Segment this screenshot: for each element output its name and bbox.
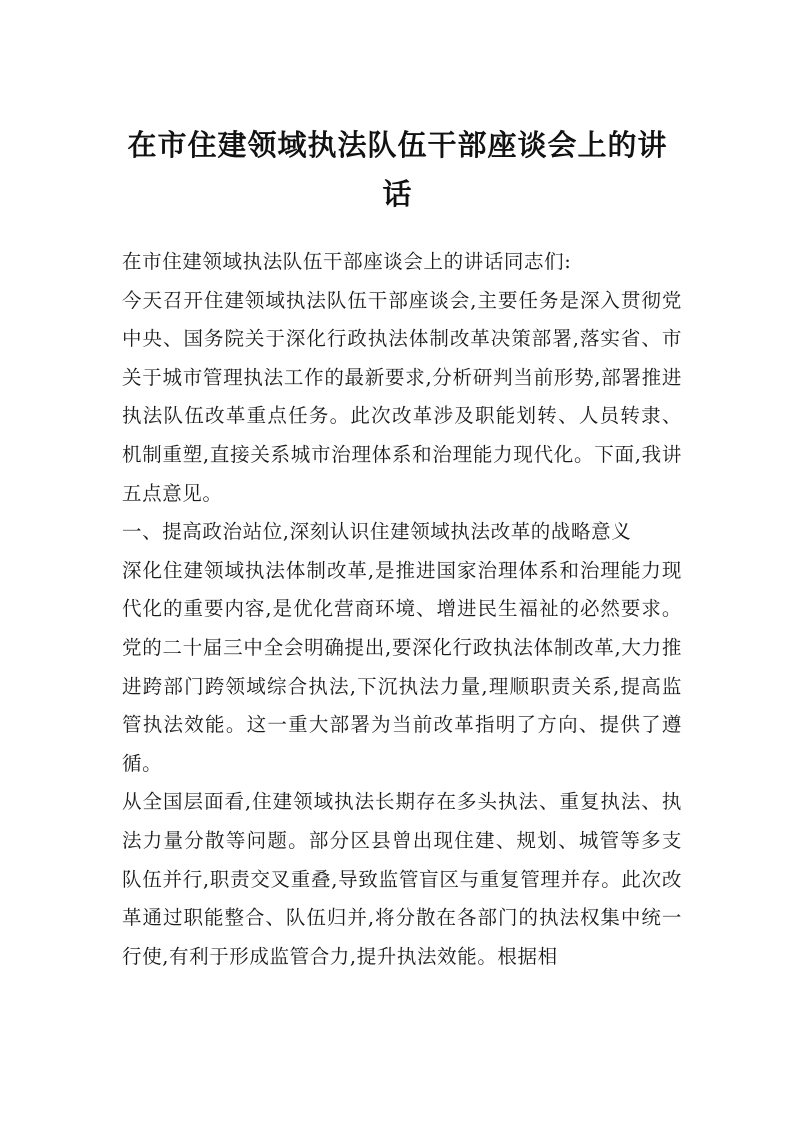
paragraph-greeting: 在市住建领域执法队伍干部座谈会上的讲话同志们: — [122, 250, 572, 273]
document-title-line-2: 话 — [382, 177, 413, 211]
section-heading-1: 一、提高政治站位,深刻认识住建领域执法改革的战略意义 — [122, 520, 632, 544]
document-body — [122, 243, 682, 976]
paragraph-body-2: 从全国层面看,住建领域执法长期存在多头执法、重复执法、执法力量分散等问题。部分区县曾出现住建、规划、城管等多支队伍并行,职责交叉重叠,导致监管盲区与重复管理并存。此次改革通过职能整合、队伍归并,将分散在各部门的执法权集中统一行使,有利于形成监管合力,提升执法效能。根据相 — [122, 790, 682, 968]
paragraph-body-1: 深化住建领域执法体制改革,是推进国家治理体系和治理能力现代化的重要内容,是优化营商环境、增进民生福祉的必然要求。党的二十届三中全会明确提出,要深化行政执法体制改革,大力推进跨部门跨领域综合执法,下沉执法力量,理顺职责关系,提高监管执法效能。这一重大部署为当前改革指明了方向、提供了遵循。 — [122, 558, 682, 775]
paragraph-intro: 今天召开住建领域执法队伍干部座谈会,主要任务是深入贯彻党中央、国务院关于深化行政执法体制改革决策部署,落实省、市关于城市管理执法工作的最新要求,分析研判当前形势,部署推进执法队伍改革重点任务。此次改革涉及职能划转、人员转隶、机制重塑,直接关系城市治理体系和治理能力现代化。下面,我讲五点意见。 — [122, 288, 682, 505]
document-title-line-1: 在市住建领域执法队伍干部座谈会上的讲 — [127, 128, 668, 162]
